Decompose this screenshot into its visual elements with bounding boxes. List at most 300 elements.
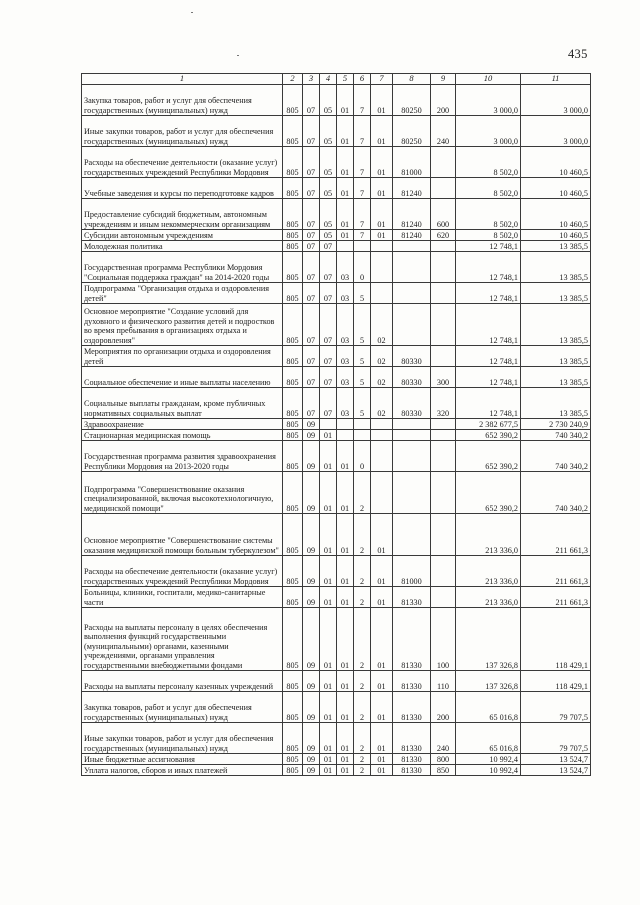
amount-year-1-cell: 137 326,8	[456, 671, 521, 692]
subsection-code-cell: 07	[320, 241, 337, 252]
section-code-cell: 09	[303, 587, 320, 608]
event-code-cell: 01	[371, 230, 393, 241]
row-name-cell: Расходы на обеспечение деятельности (оказание услуг) государственных учреждений Республики Мордовия	[82, 556, 283, 587]
section-code-cell: 07	[303, 346, 320, 367]
program-code-cell: 01	[337, 608, 354, 671]
table-row	[82, 754, 591, 765]
section-code-cell: 07	[303, 178, 320, 199]
amount-year-1-cell: 213 336,0	[456, 556, 521, 587]
chapter-code-cell: 805	[283, 472, 303, 514]
amount-year-2-cell: 13 385,5	[521, 252, 591, 283]
amount-year-2-cell: 211 661,3	[521, 556, 591, 587]
subsection-code-cell: 07	[320, 252, 337, 283]
chapter-code-cell: 805	[283, 199, 303, 230]
expense-type-code-cell: 320	[431, 388, 456, 419]
amount-year-2-cell: 3 000,0	[521, 116, 591, 147]
section-code-cell: 09	[303, 692, 320, 723]
expense-type-code-cell: 240	[431, 723, 456, 754]
row-name-cell: Подпрограмма "Организация отдыха и оздоровления детей"	[82, 283, 283, 304]
expense-type-code-cell: 100	[431, 608, 456, 671]
chapter-code-cell: 805	[283, 419, 303, 430]
table-row	[82, 346, 591, 367]
section-code-cell: 09	[303, 765, 320, 776]
subsection-code-cell: 01	[320, 514, 337, 556]
subprogram-code-cell	[354, 430, 371, 441]
row-name-cell: Социальное обеспечение и иные выплаты населению	[82, 367, 283, 388]
subprogram-code-cell: 2	[354, 514, 371, 556]
amount-year-2-cell: 740 340,2	[521, 430, 591, 441]
expense-type-code-cell: 200	[431, 85, 456, 116]
table-row	[82, 514, 591, 556]
subprogram-code-cell: 0	[354, 252, 371, 283]
table-row	[82, 587, 591, 608]
expense-type-code-cell	[431, 252, 456, 283]
expense-type-code-cell	[431, 556, 456, 587]
amount-year-1-cell: 8 502,0	[456, 230, 521, 241]
chapter-code-cell: 805	[283, 430, 303, 441]
expense-type-code-cell	[431, 472, 456, 514]
expense-type-code-cell: 600	[431, 199, 456, 230]
event-code-cell: 01	[371, 85, 393, 116]
subsection-code-cell: 07	[320, 304, 337, 346]
amount-year-2-cell: 740 340,2	[521, 441, 591, 472]
chapter-code-cell: 805	[283, 608, 303, 671]
program-code-cell	[337, 419, 354, 430]
chapter-code-cell: 805	[283, 116, 303, 147]
expense-type-code-cell	[431, 419, 456, 430]
table-row	[82, 85, 591, 116]
subsection-code-cell: 01	[320, 587, 337, 608]
direction-code-cell: 80330	[393, 346, 431, 367]
amount-year-1-cell: 12 748,1	[456, 367, 521, 388]
chapter-code-cell: 805	[283, 367, 303, 388]
section-code-cell: 07	[303, 85, 320, 116]
amount-year-1-cell: 213 336,0	[456, 587, 521, 608]
column-header: 8	[393, 74, 431, 85]
amount-year-1-cell: 213 336,0	[456, 514, 521, 556]
subprogram-code-cell: 2	[354, 608, 371, 671]
row-name-cell: Иные закупки товаров, работ и услуг для обеспечения государственных (муниципальных) нужд	[82, 723, 283, 754]
row-name-cell: Мероприятия по организации отдыха и оздоровления детей	[82, 346, 283, 367]
table-row	[82, 723, 591, 754]
subsection-code-cell: 05	[320, 147, 337, 178]
section-code-cell: 09	[303, 723, 320, 754]
table-row	[82, 367, 591, 388]
row-name-cell: Здравоохранение	[82, 419, 283, 430]
chapter-code-cell: 805	[283, 304, 303, 346]
row-name-cell: Больницы, клиники, госпитали, медико-санитарные части	[82, 587, 283, 608]
event-code-cell: 01	[371, 556, 393, 587]
program-code-cell: 01	[337, 765, 354, 776]
direction-code-cell: 80330	[393, 367, 431, 388]
direction-code-cell: 80330	[393, 388, 431, 419]
program-code-cell: 01	[337, 147, 354, 178]
table-row	[82, 419, 591, 430]
column-header: 3	[303, 74, 320, 85]
row-name-cell: Расходы на обеспечение деятельности (оказание услуг) государственных учреждений Республики Мордовия	[82, 147, 283, 178]
event-code-cell	[371, 252, 393, 283]
amount-year-2-cell: 13 385,5	[521, 388, 591, 419]
subsection-code-cell: 07	[320, 283, 337, 304]
chapter-code-cell: 805	[283, 692, 303, 723]
table-row	[82, 178, 591, 199]
table-header-row	[82, 74, 591, 85]
amount-year-2-cell: 740 340,2	[521, 472, 591, 514]
subprogram-code-cell	[354, 419, 371, 430]
subprogram-code-cell: 7	[354, 178, 371, 199]
amount-year-1-cell: 12 748,1	[456, 388, 521, 419]
program-code-cell: 01	[337, 754, 354, 765]
subprogram-code-cell: 2	[354, 754, 371, 765]
page-number: 435	[568, 47, 588, 61]
expense-type-code-cell	[431, 346, 456, 367]
table-row	[82, 556, 591, 587]
subprogram-code-cell: 7	[354, 116, 371, 147]
amount-year-1-cell: 3 000,0	[456, 85, 521, 116]
program-code-cell: 01	[337, 472, 354, 514]
event-code-cell: 01	[371, 723, 393, 754]
subsection-code-cell: 01	[320, 754, 337, 765]
event-code-cell	[371, 441, 393, 472]
section-code-cell: 09	[303, 514, 320, 556]
amount-year-1-cell: 3 000,0	[456, 116, 521, 147]
subsection-code-cell: 07	[320, 346, 337, 367]
column-header: 6	[354, 74, 371, 85]
table-row	[82, 608, 591, 671]
direction-code-cell	[393, 441, 431, 472]
subprogram-code-cell: 5	[354, 367, 371, 388]
budget-table	[81, 73, 591, 776]
program-code-cell: 03	[337, 346, 354, 367]
section-code-cell: 07	[303, 199, 320, 230]
section-code-cell: 09	[303, 472, 320, 514]
amount-year-2-cell: 79 707,5	[521, 723, 591, 754]
event-code-cell: 01	[371, 587, 393, 608]
chapter-code-cell: 805	[283, 671, 303, 692]
direction-code-cell: 81330	[393, 587, 431, 608]
direction-code-cell: 81240	[393, 230, 431, 241]
table-row	[82, 765, 591, 776]
amount-year-2-cell: 3 000,0	[521, 85, 591, 116]
expense-type-code-cell	[431, 441, 456, 472]
row-name-cell: Уплата налогов, сборов и иных платежей	[82, 765, 283, 776]
column-header: 7	[371, 74, 393, 85]
program-code-cell: 03	[337, 304, 354, 346]
chapter-code-cell: 805	[283, 514, 303, 556]
column-header: 9	[431, 74, 456, 85]
chapter-code-cell: 805	[283, 441, 303, 472]
event-code-cell: 01	[371, 754, 393, 765]
direction-code-cell: 81000	[393, 556, 431, 587]
expense-type-code-cell	[431, 587, 456, 608]
expense-type-code-cell	[431, 283, 456, 304]
chapter-code-cell: 805	[283, 230, 303, 241]
row-name-cell: Основное мероприятие "Создание условий для духовного и физического развития детей и подростков во время пребывания в организациях отдыха и оздоровления"	[82, 304, 283, 346]
subsection-code-cell: 01	[320, 723, 337, 754]
row-name-cell: Расходы на выплаты персоналу в целях обеспечения выполнения функций государственными (муниципальными) органами, казенными учреждениями, органами управления государственными внебюджетными фондами	[82, 608, 283, 671]
direction-code-cell	[393, 472, 431, 514]
event-code-cell: 01	[371, 178, 393, 199]
row-name-cell: Подпрограмма "Совершенствование оказания специализированной, включая высокотехнологичную, медицинской помощи"	[82, 472, 283, 514]
section-code-cell: 07	[303, 147, 320, 178]
chapter-code-cell: 805	[283, 587, 303, 608]
program-code-cell: 03	[337, 388, 354, 419]
event-code-cell: 02	[371, 304, 393, 346]
chapter-code-cell: 805	[283, 388, 303, 419]
event-code-cell: 01	[371, 765, 393, 776]
section-code-cell: 09	[303, 430, 320, 441]
direction-code-cell	[393, 304, 431, 346]
scan-speck	[237, 55, 239, 56]
subprogram-code-cell: 5	[354, 388, 371, 419]
row-name-cell: Стационарная медицинская помощь	[82, 430, 283, 441]
subsection-code-cell: 01	[320, 430, 337, 441]
row-name-cell: Иные закупки товаров, работ и услуг для обеспечения государственных (муниципальных) нужд	[82, 116, 283, 147]
amount-year-2-cell: 2 730 240,9	[521, 419, 591, 430]
subprogram-code-cell: 2	[354, 692, 371, 723]
direction-code-cell: 81240	[393, 178, 431, 199]
subprogram-code-cell	[354, 241, 371, 252]
amount-year-1-cell: 12 748,1	[456, 304, 521, 346]
subprogram-code-cell: 2	[354, 556, 371, 587]
row-name-cell: Расходы на выплаты персоналу казенных учреждений	[82, 671, 283, 692]
direction-code-cell: 81240	[393, 199, 431, 230]
amount-year-1-cell: 8 502,0	[456, 178, 521, 199]
expense-type-code-cell	[431, 147, 456, 178]
subsection-code-cell: 01	[320, 472, 337, 514]
amount-year-1-cell: 137 326,8	[456, 608, 521, 671]
subsection-code-cell: 01	[320, 692, 337, 723]
program-code-cell: 01	[337, 199, 354, 230]
direction-code-cell: 80250	[393, 116, 431, 147]
subsection-code-cell	[320, 419, 337, 430]
subsection-code-cell: 05	[320, 85, 337, 116]
direction-code-cell	[393, 419, 431, 430]
section-code-cell: 07	[303, 367, 320, 388]
amount-year-1-cell: 652 390,2	[456, 441, 521, 472]
chapter-code-cell: 805	[283, 147, 303, 178]
amount-year-2-cell: 13 524,7	[521, 754, 591, 765]
program-code-cell: 03	[337, 367, 354, 388]
row-name-cell: Государственная программа развития здравоохранения Республики Мордовия на 2013-2020 годы	[82, 441, 283, 472]
subsection-code-cell: 01	[320, 441, 337, 472]
row-name-cell: Социальные выплаты гражданам, кроме публичных нормативных социальных выплат	[82, 388, 283, 419]
column-header: 10	[456, 74, 521, 85]
direction-code-cell: 81330	[393, 754, 431, 765]
table-row	[82, 230, 591, 241]
amount-year-1-cell: 12 748,1	[456, 252, 521, 283]
subprogram-code-cell: 7	[354, 85, 371, 116]
subprogram-code-cell: 2	[354, 723, 371, 754]
section-code-cell: 09	[303, 419, 320, 430]
expense-type-code-cell	[431, 241, 456, 252]
direction-code-cell	[393, 241, 431, 252]
amount-year-2-cell: 118 429,1	[521, 608, 591, 671]
amount-year-2-cell: 211 661,3	[521, 587, 591, 608]
direction-code-cell: 81330	[393, 765, 431, 776]
section-code-cell: 07	[303, 252, 320, 283]
table-row	[82, 671, 591, 692]
program-code-cell: 01	[337, 178, 354, 199]
subsection-code-cell: 01	[320, 671, 337, 692]
event-code-cell: 01	[371, 147, 393, 178]
program-code-cell: 01	[337, 116, 354, 147]
expense-type-code-cell: 200	[431, 692, 456, 723]
chapter-code-cell: 805	[283, 85, 303, 116]
event-code-cell: 01	[371, 199, 393, 230]
column-header: 1	[82, 74, 283, 85]
subsection-code-cell: 05	[320, 230, 337, 241]
table-row	[82, 441, 591, 472]
subsection-code-cell: 05	[320, 199, 337, 230]
program-code-cell	[337, 430, 354, 441]
subsection-code-cell: 01	[320, 765, 337, 776]
direction-code-cell: 81330	[393, 723, 431, 754]
subsection-code-cell: 07	[320, 388, 337, 419]
row-name-cell: Предоставление субсидий бюджетным, автономным учреждениям и иным некоммерческим организациям	[82, 199, 283, 230]
row-name-cell: Основное мероприятие "Совершенствование системы оказания медицинской помощи больным туберкулезом"	[82, 514, 283, 556]
program-code-cell: 01	[337, 587, 354, 608]
program-code-cell: 03	[337, 252, 354, 283]
direction-code-cell: 81000	[393, 147, 431, 178]
direction-code-cell	[393, 283, 431, 304]
program-code-cell: 01	[337, 441, 354, 472]
amount-year-1-cell: 12 748,1	[456, 283, 521, 304]
amount-year-2-cell: 10 460,5	[521, 147, 591, 178]
subsection-code-cell: 05	[320, 116, 337, 147]
program-code-cell: 01	[337, 230, 354, 241]
amount-year-1-cell: 65 016,8	[456, 723, 521, 754]
subsection-code-cell: 01	[320, 556, 337, 587]
chapter-code-cell: 805	[283, 723, 303, 754]
chapter-code-cell: 805	[283, 346, 303, 367]
event-code-cell	[371, 283, 393, 304]
chapter-code-cell: 805	[283, 178, 303, 199]
subprogram-code-cell: 7	[354, 230, 371, 241]
table-row	[82, 147, 591, 178]
expense-type-code-cell: 850	[431, 765, 456, 776]
subprogram-code-cell: 5	[354, 283, 371, 304]
amount-year-2-cell: 118 429,1	[521, 671, 591, 692]
row-name-cell: Закупка товаров, работ и услуг для обеспечения государственных (муниципальных) нужд	[82, 85, 283, 116]
row-name-cell: Учебные заведения и курсы по переподготовке кадров	[82, 178, 283, 199]
column-header: 2	[283, 74, 303, 85]
section-code-cell: 07	[303, 388, 320, 419]
expense-type-code-cell: 620	[431, 230, 456, 241]
amount-year-2-cell: 10 460,5	[521, 199, 591, 230]
subsection-code-cell: 07	[320, 367, 337, 388]
expense-type-code-cell	[431, 514, 456, 556]
table-row	[82, 252, 591, 283]
expense-type-code-cell: 300	[431, 367, 456, 388]
amount-year-2-cell: 13 524,7	[521, 765, 591, 776]
expense-type-code-cell: 240	[431, 116, 456, 147]
table-row	[82, 692, 591, 723]
amount-year-2-cell: 10 460,5	[521, 178, 591, 199]
row-name-cell: Государственная программа Республики Мордовия "Социальная поддержка граждан" на 2014-2020 годы	[82, 252, 283, 283]
subprogram-code-cell: 5	[354, 304, 371, 346]
expense-type-code-cell	[431, 178, 456, 199]
amount-year-1-cell: 65 016,8	[456, 692, 521, 723]
amount-year-1-cell: 2 382 677,5	[456, 419, 521, 430]
expense-type-code-cell	[431, 304, 456, 346]
amount-year-2-cell: 13 385,5	[521, 241, 591, 252]
amount-year-1-cell: 10 992,4	[456, 765, 521, 776]
event-code-cell: 01	[371, 671, 393, 692]
expense-type-code-cell: 110	[431, 671, 456, 692]
table-row	[82, 388, 591, 419]
table-row	[82, 199, 591, 230]
subprogram-code-cell: 5	[354, 346, 371, 367]
event-code-cell: 01	[371, 116, 393, 147]
section-code-cell: 09	[303, 441, 320, 472]
section-code-cell: 09	[303, 608, 320, 671]
event-code-cell: 01	[371, 514, 393, 556]
subprogram-code-cell: 0	[354, 441, 371, 472]
section-code-cell: 07	[303, 116, 320, 147]
subprogram-code-cell: 7	[354, 147, 371, 178]
amount-year-1-cell: 10 992,4	[456, 754, 521, 765]
amount-year-1-cell: 8 502,0	[456, 147, 521, 178]
event-code-cell: 02	[371, 346, 393, 367]
event-code-cell: 01	[371, 692, 393, 723]
amount-year-2-cell: 211 661,3	[521, 514, 591, 556]
amount-year-2-cell: 10 460,5	[521, 230, 591, 241]
amount-year-1-cell: 12 748,1	[456, 241, 521, 252]
section-code-cell: 07	[303, 241, 320, 252]
amount-year-2-cell: 13 385,5	[521, 346, 591, 367]
subprogram-code-cell: 2	[354, 765, 371, 776]
section-code-cell: 09	[303, 754, 320, 765]
event-code-cell	[371, 472, 393, 514]
table-row	[82, 430, 591, 441]
row-name-cell: Закупка товаров, работ и услуг для обеспечения государственных (муниципальных) нужд	[82, 692, 283, 723]
direction-code-cell	[393, 514, 431, 556]
table-row	[82, 283, 591, 304]
event-code-cell: 02	[371, 367, 393, 388]
program-code-cell: 03	[337, 283, 354, 304]
section-code-cell: 09	[303, 671, 320, 692]
subprogram-code-cell: 2	[354, 587, 371, 608]
amount-year-2-cell: 13 385,5	[521, 283, 591, 304]
chapter-code-cell: 805	[283, 556, 303, 587]
amount-year-1-cell: 652 390,2	[456, 472, 521, 514]
amount-year-1-cell: 652 390,2	[456, 430, 521, 441]
direction-code-cell: 81330	[393, 671, 431, 692]
table-row	[82, 116, 591, 147]
section-code-cell: 07	[303, 230, 320, 241]
column-header: 4	[320, 74, 337, 85]
event-code-cell: 02	[371, 388, 393, 419]
direction-code-cell	[393, 430, 431, 441]
subprogram-code-cell: 7	[354, 199, 371, 230]
section-code-cell: 07	[303, 304, 320, 346]
direction-code-cell: 80250	[393, 85, 431, 116]
row-name-cell: Иные бюджетные ассигнования	[82, 754, 283, 765]
chapter-code-cell: 805	[283, 252, 303, 283]
expense-type-code-cell: 800	[431, 754, 456, 765]
program-code-cell: 01	[337, 85, 354, 116]
chapter-code-cell: 805	[283, 241, 303, 252]
scan-speck	[191, 12, 193, 13]
column-header: 11	[521, 74, 591, 85]
direction-code-cell: 81330	[393, 608, 431, 671]
program-code-cell: 01	[337, 671, 354, 692]
program-code-cell: 01	[337, 692, 354, 723]
table-body	[82, 85, 591, 776]
event-code-cell	[371, 430, 393, 441]
program-code-cell: 01	[337, 514, 354, 556]
